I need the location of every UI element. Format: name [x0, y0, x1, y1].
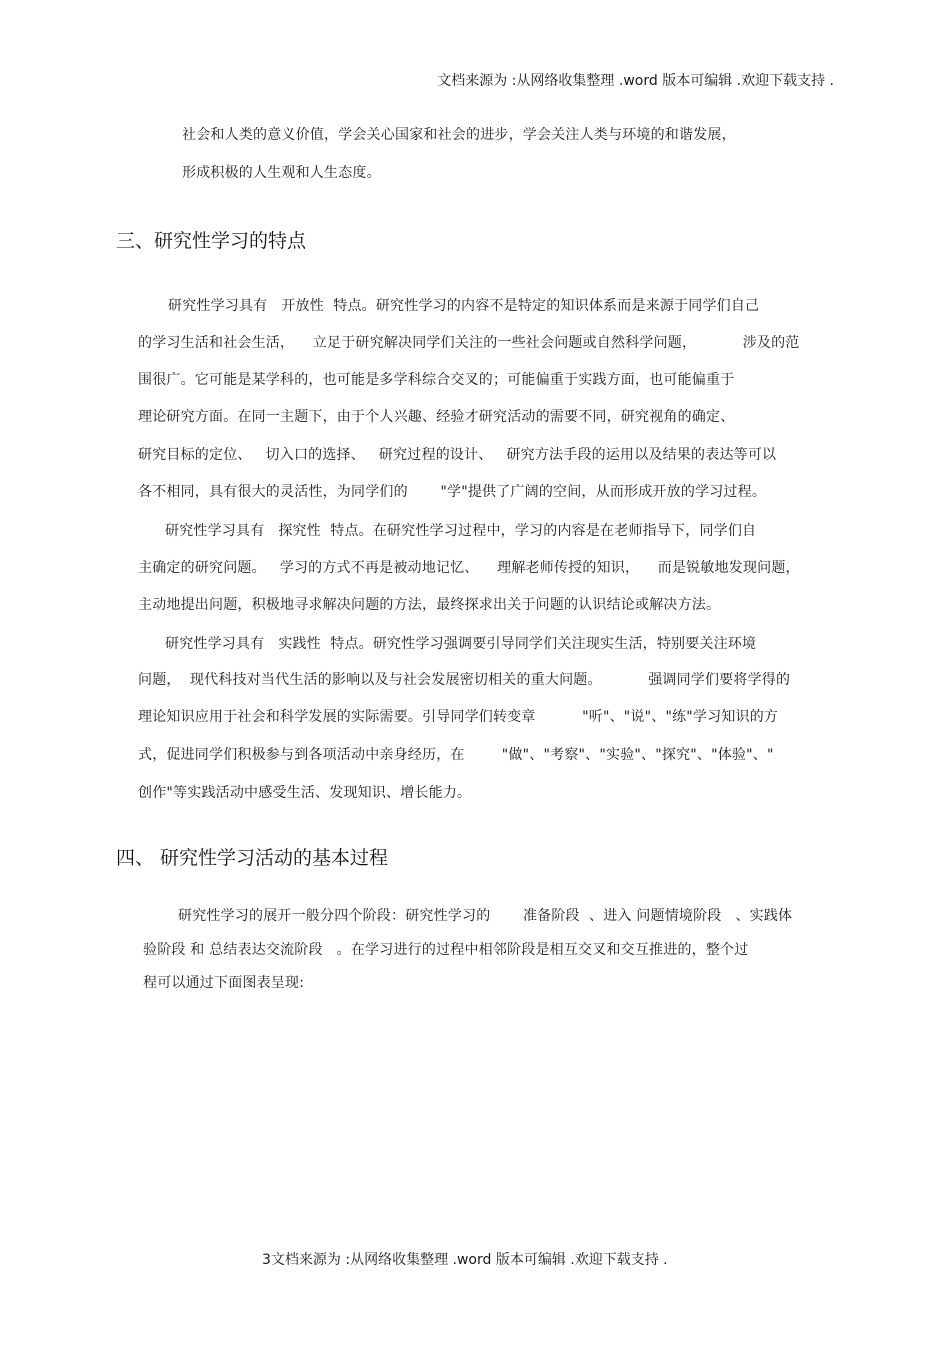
- page-footer-note: 3文档来源为 :从网络收集整理 .word 版本可编辑 .欢迎下载支持 .: [262, 1252, 668, 1268]
- s3-p3-line-5: 创作"等实践活动中感受生活、发现知识、增长能力。: [138, 785, 472, 801]
- s4-p1-line-1: 研究性学习的展开一般分四个阶段：研究性学习的 准备阶段 、进入 问题情境阶段 、实践体: [178, 908, 793, 924]
- intro-line-2: 形成积极的人生观和人生态度。: [182, 165, 381, 181]
- s3-p1-line-4: 理论研究方面。在同一主题下，由于个人兴趣、经验才研究活动的需要不同，研究视角的确定、: [138, 409, 735, 425]
- s3-p2-line-2: 主确定的研究问题。 学习的方式不再是被动地记忆、 理解老师传授的知识， 而是锐敏地发现问题，: [138, 560, 800, 576]
- s3-p1-line-3: 围很广。它可能是某学科的，也可能是多学科综合交叉的；可能偏重于实践方面，也可能偏重于: [138, 372, 735, 388]
- s3-p1-line-5: 研究目标的定位、 切入口的选择、 研究过程的设计、 研究方法手段的运用以及结果的表达等可以: [138, 447, 777, 463]
- s4-p1-line-2: 验阶段 和 总结表达交流阶段 。在学习进行的过程中相邻阶段是相互交叉和交互推进的，整个过: [143, 942, 749, 958]
- s3-p2-line-3: 主动地提出问题，积极地寻求解决问题的方法，最终探求出关于问题的认识结论或解决方法。: [138, 597, 721, 613]
- s3-p3-line-3: 理论知识应用于社会和科学发展的实际需要。引导同学们转变章 "听"、"说"、"练"学习知识的方: [138, 709, 779, 725]
- s4-p1-line-3: 程可以通过下面图表呈现:: [143, 975, 305, 991]
- section-3-title: 三、研究性学习的特点: [116, 230, 307, 252]
- s3-p2-line-1: 研究性学习具有 探究性 特点。在研究性学习过程中，学习的内容是在老师指导下，同学们自: [165, 523, 757, 539]
- s3-p1-line-1: 研究性学习具有 开放性 特点。研究性学习的内容不是特定的知识体系而是来源于同学们自己: [168, 298, 760, 314]
- s3-p1-line-2: 的学习生活和社会生活， 立足于研究解决同学们关注的一些社会问题或自然科学问题， 涉及的范: [138, 335, 800, 351]
- s3-p3-line-2: 问题， 现代科技对当代生活的影响以及与社会发展密切相关的重大问题。 强调同学们要将学得的: [138, 672, 791, 688]
- page-header-note: 文档来源为 :从网络收集整理 .word 版本可编辑 .欢迎下载支持 .: [437, 73, 834, 89]
- section-4-title: 四、 研究性学习活动的基本过程: [116, 847, 389, 869]
- s3-p3-line-4: 式，促进同学们积极参与到各项活动中亲身经历，在 "做"、"考察"、"实验"、"探究"、"体验"、": [138, 747, 774, 763]
- intro-line-1: 社会和人类的意义价值，学会关心国家和社会的进步，学会关注人类与环境的和谐发展，: [182, 127, 736, 143]
- s3-p1-line-6: 各不相同，具有很大的灵活性，为同学们的 "学"提供了广阔的空间，从而形成开放的学习过程。: [138, 484, 767, 500]
- s3-p3-line-1: 研究性学习具有 实践性 特点。研究性学习强调要引导同学们关注现实生活，特别要关注环境: [165, 636, 757, 652]
